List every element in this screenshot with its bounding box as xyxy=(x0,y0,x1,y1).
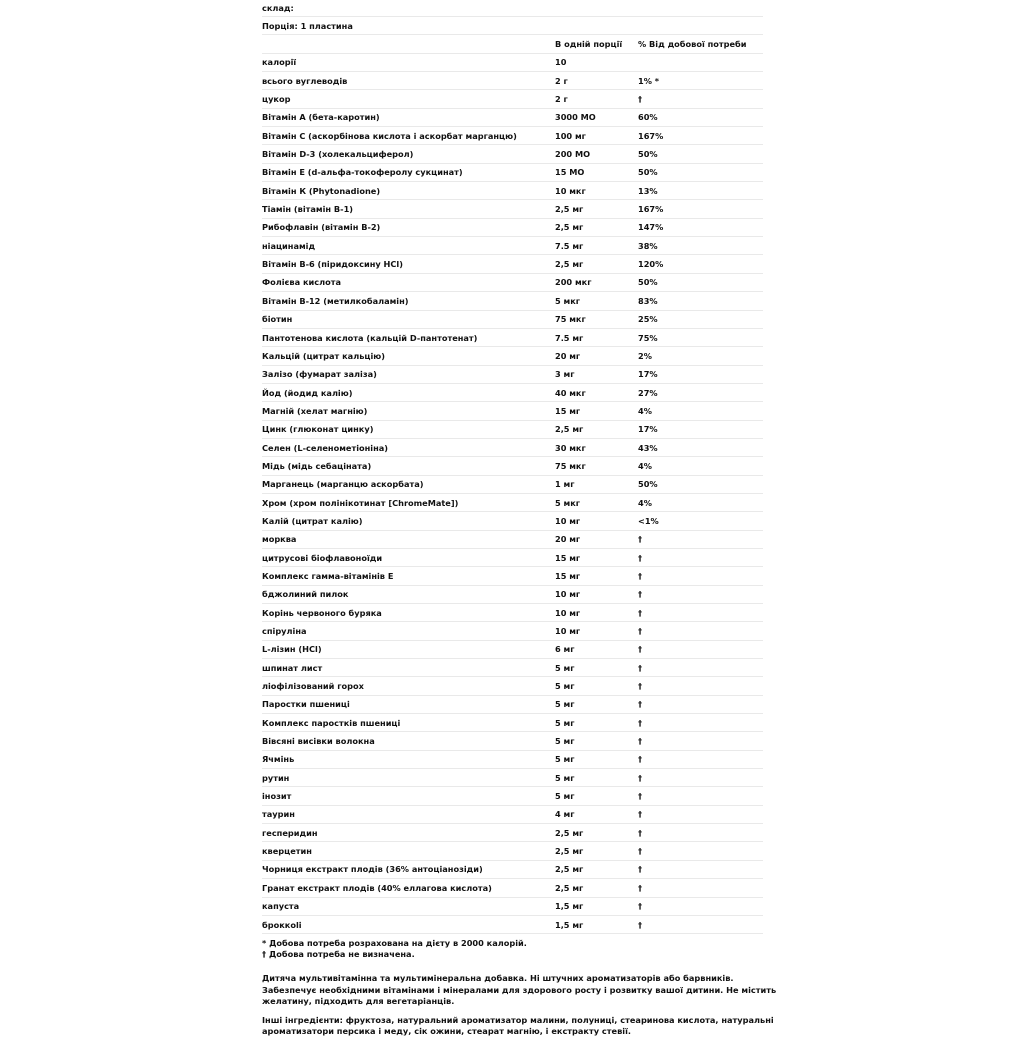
other-ingredients: Інші інгредієнти: фруктоза, натуральний ароматизатор малини, полуниці, стеаринова кислота, натуральні ароматизатори персика і меду, сік ожини, стеарат магнію, і екстракту стевії. xyxy=(262,1014,774,1037)
nutrient-name: Вітамін Е (d-альфа-токоферолу сукцинат) xyxy=(262,167,463,178)
nutrient-amount: 5 мг xyxy=(555,736,575,747)
nutrient-name: Селен (L-селенометіоніна) xyxy=(262,442,389,453)
nutrient-name: Марганець (марганцю аскорбата) xyxy=(262,479,424,490)
nutrient-amount: 5 мг xyxy=(555,717,575,728)
nutrient-amount: 20 мг xyxy=(555,350,581,361)
nutrient-amount: 3000 МО xyxy=(555,112,596,123)
table-row xyxy=(262,439,763,457)
table-row xyxy=(262,329,763,347)
nutrient-amount: 2,5 мг xyxy=(555,424,584,435)
nutrient-name: Вівсяні висівки волокна xyxy=(262,736,375,747)
nutrient-amount: 40 мкг xyxy=(555,387,586,398)
nutrient-percent: † xyxy=(638,791,643,802)
nutrient-name: шпинат лист xyxy=(262,662,323,673)
table-row xyxy=(262,164,763,182)
table-row xyxy=(262,677,763,695)
nutrient-amount: 75 мкг xyxy=(555,460,586,471)
nutrient-name: Комплекс гамма-вітамінів Е xyxy=(262,570,394,581)
nutrient-amount: 1 мг xyxy=(555,479,575,490)
table-row xyxy=(262,237,763,255)
nutrient-amount: 2 г xyxy=(555,94,568,105)
nutrient-amount: 15 мг xyxy=(555,570,581,581)
nutrient-percent: 50% xyxy=(638,479,658,490)
composition-row xyxy=(262,0,763,17)
nutrient-percent: † xyxy=(638,570,643,581)
table-row xyxy=(262,604,763,622)
nutrient-name: бджолиний пилок xyxy=(262,589,349,600)
nutrient-name: Калій (цитрат калію) xyxy=(262,515,363,526)
nutrient-amount: 10 мг xyxy=(555,607,581,618)
table-row xyxy=(262,861,763,879)
nutrient-amount: 2,5 мг xyxy=(555,846,584,857)
product-description: Дитяча мультивітамінна та мультимінеральна добавка. Ні штучних ароматизаторів або барвників. Забезпечує необхідними вітамінами і мінералами для здорового росту і розвитку вашої дитини. Не містить желатину, підходить для вегетаріанців. xyxy=(262,973,777,1007)
supplement-facts xyxy=(262,0,777,1038)
nutrient-name: Комплекс паростків пшениці xyxy=(262,717,401,728)
nutrient-name: Гранат екстракт плодів (40% еллагова кислота) xyxy=(262,882,492,893)
nutrient-amount: 2,5 мг xyxy=(555,882,584,893)
nutrient-name: Тіамін (вітамін В-1) xyxy=(262,204,354,215)
nutrient-name: цитрусові біофлавоноїди xyxy=(262,552,383,563)
table-row xyxy=(262,476,763,494)
nutrient-percent: 27% xyxy=(638,387,658,398)
nutrient-name: Вітамін С (аскорбінова кислота і аскорбат марганцю) xyxy=(262,130,517,141)
nutrient-percent: † xyxy=(638,717,643,728)
nutrient-percent: 120% xyxy=(638,259,664,270)
table-row xyxy=(262,641,763,659)
nutrient-name: Йод (йодид калію) xyxy=(262,387,353,398)
nutrient-percent: 50% xyxy=(638,167,658,178)
nutrient-name: кверцетин xyxy=(262,846,312,857)
nutrient-amount: 15 мг xyxy=(555,552,581,563)
nutrient-percent: 1% * xyxy=(638,75,660,86)
table-row xyxy=(262,916,763,934)
nutrient-name: Вітамін В-6 (піридоксину HCl) xyxy=(262,259,403,270)
nutrient-amount: 7.5 мг xyxy=(555,240,584,251)
table-row xyxy=(262,384,763,402)
nutrient-name: Хром (хром полінікотинат [ChromeMate]) xyxy=(262,497,459,508)
nutrient-name: таурин xyxy=(262,809,295,820)
nutrient-percent: 17% xyxy=(638,369,658,380)
nutrient-amount: 2,5 мг xyxy=(555,864,584,875)
nutrient-name: Залізо (фумарат заліза) xyxy=(262,369,377,380)
table-row xyxy=(262,787,763,805)
nutrient-name: Пантотенова кислота (кальцій D-пантотенат) xyxy=(262,332,478,343)
nutrient-percent: 25% xyxy=(638,314,658,325)
nutrient-percent: † xyxy=(638,809,643,820)
table-row xyxy=(262,622,763,640)
table-row xyxy=(262,494,763,512)
nutrient-name: ніацинамід xyxy=(262,240,316,251)
table-row xyxy=(262,255,763,273)
nutrient-name: Корінь червоного буряка xyxy=(262,607,382,618)
nutrient-name: гесперидин xyxy=(262,827,318,838)
nutrient-percent: † xyxy=(638,534,643,545)
table-row xyxy=(262,806,763,824)
nutrient-percent: <1% xyxy=(638,515,659,526)
header-amount: В одній порції xyxy=(555,39,623,50)
nutrient-percent: † xyxy=(638,882,643,893)
table-row xyxy=(262,54,763,72)
table-row xyxy=(262,512,763,530)
nutrient-name: Вітамін D-3 (холекальциферол) xyxy=(262,149,414,160)
nutrient-name: ліофілізований горох xyxy=(262,681,364,692)
table-row xyxy=(262,531,763,549)
nutrient-name: Вітамін А (бета-каротин) xyxy=(262,112,380,123)
nutrient-percent: † xyxy=(638,864,643,875)
nutrient-amount: 2 г xyxy=(555,75,568,86)
nutrient-name: капуста xyxy=(262,901,300,912)
table-row xyxy=(262,182,763,200)
nutrient-percent: 13% xyxy=(638,185,658,196)
nutrient-amount: 5 мг xyxy=(555,662,575,673)
header-percent: % Від добової потреби xyxy=(638,39,747,50)
nutrient-name: Мідь (мідь себаціната) xyxy=(262,460,372,471)
nutrient-amount: 15 мг xyxy=(555,405,581,416)
nutrient-amount: 20 мг xyxy=(555,534,581,545)
nutrient-amount: 5 мкг xyxy=(555,497,581,508)
table-row xyxy=(262,898,763,916)
nutrient-amount: 2,5 мг xyxy=(555,259,584,270)
nutrient-percent: † xyxy=(638,681,643,692)
nutrient-name: Цинк (глюконат цинку) xyxy=(262,424,374,435)
nutrient-amount: 15 МО xyxy=(555,167,585,178)
nutrient-name: Вітамін В-12 (метилкобаламін) xyxy=(262,295,409,306)
nutrient-percent: 75% xyxy=(638,332,658,343)
table-row xyxy=(262,842,763,860)
table-row xyxy=(262,696,763,714)
nutrient-percent: † xyxy=(638,772,643,783)
nutrient-amount: 6 мг xyxy=(555,644,575,655)
nutrient-percent: † xyxy=(638,754,643,765)
table-row xyxy=(262,274,763,292)
nutrient-percent: † xyxy=(638,919,643,930)
table-row xyxy=(262,567,763,585)
nutrient-percent: † xyxy=(638,626,643,637)
nutrient-amount: 100 мг xyxy=(555,130,586,141)
nutrient-name: Ячмінь xyxy=(262,754,295,765)
nutrient-name: цукор xyxy=(262,94,291,105)
table-row xyxy=(262,109,763,127)
nutrient-percent: † xyxy=(638,552,643,563)
table-row xyxy=(262,72,763,90)
nutrient-percent: 60% xyxy=(638,112,658,123)
daily-value-note: * Добова потреба розрахована на дієту в 2000 калорій. xyxy=(262,938,527,949)
nutrient-name: Рибофлавін (вітамін В-2) xyxy=(262,222,381,233)
table-row xyxy=(262,824,763,842)
table-row xyxy=(262,347,763,365)
nutrient-percent: 4% xyxy=(638,405,652,416)
nutrient-amount: 30 мкг xyxy=(555,442,586,453)
nutrient-percent: 2% xyxy=(638,350,652,361)
table-row xyxy=(262,751,763,769)
table-row xyxy=(262,879,763,897)
nutrient-name: рутин xyxy=(262,772,290,783)
nutrient-amount: 1,5 мг xyxy=(555,919,584,930)
nutrient-percent: † xyxy=(638,736,643,747)
nutrient-amount: 3 мг xyxy=(555,369,575,380)
table-row xyxy=(262,200,763,218)
not-established-note: † Добова потреба не визначена. xyxy=(262,949,415,960)
nutrient-amount: 10 мкг xyxy=(555,185,586,196)
nutrient-percent: 83% xyxy=(638,295,658,306)
nutrient-percent: 17% xyxy=(638,424,658,435)
nutrient-amount: 200 МО xyxy=(555,149,591,160)
nutrient-percent: † xyxy=(638,901,643,912)
serving-row xyxy=(262,17,763,35)
nutrient-amount: 200 мкг xyxy=(555,277,592,288)
table-row xyxy=(262,457,763,475)
nutrient-name: біотин xyxy=(262,314,293,325)
nutrient-percent: † xyxy=(638,699,643,710)
nutrient-name: броккolі xyxy=(262,919,302,930)
nutrient-amount: 5 мг xyxy=(555,699,575,710)
nutrient-amount: 5 мкг xyxy=(555,295,581,306)
nutrient-table xyxy=(262,54,763,935)
table-row xyxy=(262,90,763,108)
nutrient-percent: † xyxy=(638,607,643,618)
table-row xyxy=(262,402,763,420)
nutrient-amount: 10 мг xyxy=(555,515,581,526)
nutrient-name: L-лізин (HCl) xyxy=(262,644,322,655)
nutrient-amount: 10 мг xyxy=(555,589,581,600)
nutrient-percent: † xyxy=(638,644,643,655)
table-row xyxy=(262,127,763,145)
nutrient-name: Паростки пшениці xyxy=(262,699,350,710)
nutrient-percent: 4% xyxy=(638,460,652,471)
nutrient-name: Фолієва кислота xyxy=(262,277,341,288)
nutrient-percent: 50% xyxy=(638,149,658,160)
nutrient-percent: 4% xyxy=(638,497,652,508)
nutrient-percent: 50% xyxy=(638,277,658,288)
table-row xyxy=(262,732,763,750)
nutrient-name: морква xyxy=(262,534,297,545)
nutrient-name: всього вуглеводів xyxy=(262,75,348,86)
nutrient-percent: † xyxy=(638,846,643,857)
nutrient-name: калорії xyxy=(262,57,297,68)
nutrient-amount: 10 мг xyxy=(555,626,581,637)
nutrient-percent: † xyxy=(638,94,643,105)
nutrient-percent: † xyxy=(638,827,643,838)
table-row xyxy=(262,549,763,567)
nutrient-name: Кальцій (цитрат кальцію) xyxy=(262,350,385,361)
table-row xyxy=(262,421,763,439)
table-row xyxy=(262,586,763,604)
nutrient-amount: 4 мг xyxy=(555,809,575,820)
table-row xyxy=(262,292,763,310)
serving-label: Порція: 1 пластина xyxy=(262,20,353,31)
table-row xyxy=(262,145,763,163)
table-header xyxy=(262,35,763,53)
nutrient-name: Магній (хелат магнію) xyxy=(262,405,368,416)
nutrient-amount: 7.5 мг xyxy=(555,332,584,343)
nutrient-name: спіруліна xyxy=(262,626,307,637)
nutrient-amount: 5 мг xyxy=(555,791,575,802)
nutrient-percent: 167% xyxy=(638,130,664,141)
nutrient-percent: † xyxy=(638,589,643,600)
nutrient-name: Вітамін К (Phytonadione) xyxy=(262,185,381,196)
nutrient-name: Чорниця екстракт плодів (36% антоціанозіди) xyxy=(262,864,483,875)
nutrient-amount: 5 мг xyxy=(555,754,575,765)
table-row xyxy=(262,714,763,732)
nutrient-name: інозит xyxy=(262,791,292,802)
table-row xyxy=(262,366,763,384)
nutrient-amount: 5 мг xyxy=(555,772,575,783)
footnotes xyxy=(262,938,763,960)
nutrient-percent: 38% xyxy=(638,240,658,251)
nutrient-amount: 2,5 мг xyxy=(555,204,584,215)
nutrient-amount: 5 мг xyxy=(555,681,575,692)
table-row xyxy=(262,219,763,237)
table-row xyxy=(262,311,763,329)
nutrient-percent: 147% xyxy=(638,222,664,233)
nutrient-percent: † xyxy=(638,662,643,673)
nutrient-amount: 75 мкг xyxy=(555,314,586,325)
nutrient-amount: 2,5 мг xyxy=(555,222,584,233)
nutrient-amount: 2,5 мг xyxy=(555,827,584,838)
composition-label: склад: xyxy=(262,3,294,13)
table-row xyxy=(262,769,763,787)
table-row xyxy=(262,659,763,677)
nutrient-amount: 10 xyxy=(555,57,567,68)
nutrient-percent: 43% xyxy=(638,442,658,453)
nutrient-percent: 167% xyxy=(638,204,664,215)
nutrient-amount: 1,5 мг xyxy=(555,901,584,912)
